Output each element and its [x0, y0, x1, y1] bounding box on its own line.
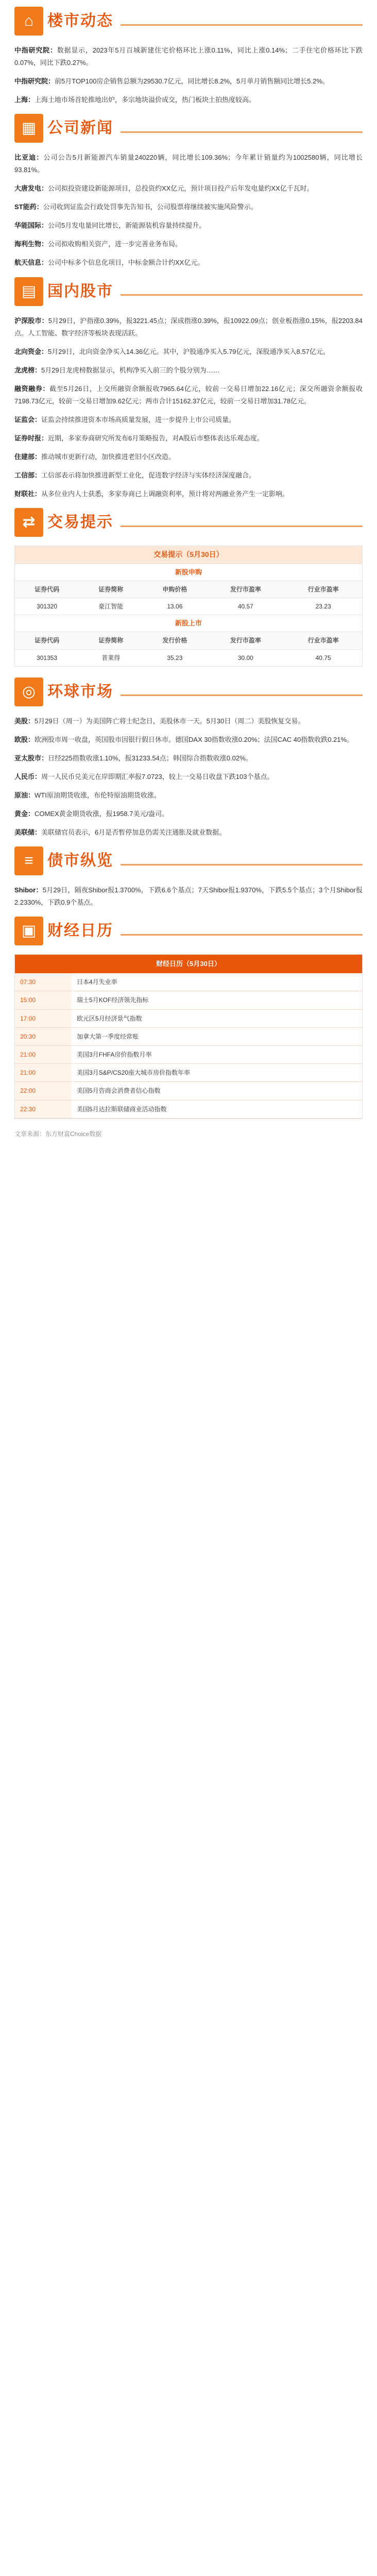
section-title-bond: 债市纵览 [47, 852, 113, 870]
news-item [14, 752, 363, 765]
section-header-market [14, 5, 363, 37]
news-item [14, 315, 363, 340]
stock-news-list [14, 315, 363, 501]
divider [121, 294, 363, 296]
trade-table-title: 交易提示（5月30日） [15, 546, 362, 564]
section-title-company: 公司新闻 [47, 120, 113, 137]
table-header-cell: 证券代码 [15, 632, 79, 649]
market-news-list [14, 44, 363, 106]
news-item [14, 151, 363, 176]
news-text: 5月29日（周一）为美国阵亡将士纪念日，美股休市一天。5月30日（周二）美股恢复交易。 [35, 717, 305, 725]
news-text: 工信部表示将加快推进新型工业化，促进数字经济与实体经济深度融合。 [41, 471, 256, 479]
trade-table [14, 546, 363, 667]
news-source: 工信部： [14, 471, 42, 479]
section-header-global [14, 676, 363, 708]
table-header-cell: 申购价格 [143, 581, 207, 598]
news-item [14, 414, 363, 426]
section-title-trade: 交易提示 [47, 514, 113, 531]
table-row [15, 598, 362, 615]
section-header-stock [14, 276, 363, 308]
news-item [14, 219, 363, 232]
calendar-row [15, 1010, 362, 1028]
table-header-cell: 证券简称 [79, 581, 143, 598]
news-source: 北向资金： [14, 347, 48, 355]
section-header-bond [14, 845, 363, 877]
news-source: 航天信息： [14, 259, 48, 267]
calendar-time: 22:30 [15, 1100, 72, 1118]
news-source: 证监会： [14, 415, 42, 423]
news-source: 财联社： [14, 489, 42, 498]
news-source: 上海： [14, 96, 35, 104]
company-icon: ▦ [14, 114, 43, 143]
exchange-icon: ⇄ [14, 508, 43, 537]
news-source: 证券时报： [14, 434, 48, 442]
news-text: 证监会持续推进资本市场高质量发展，进一步提升上市公司质量。 [41, 415, 236, 423]
calendar-row [15, 1100, 362, 1118]
news-source: 住建部： [14, 452, 42, 461]
calendar-time: 17:00 [15, 1010, 72, 1027]
ipo-listing-table [15, 632, 362, 666]
news-text: 公司中标多个信息化项目，中标金额合计约XX亿元。 [48, 259, 204, 267]
news-source: ST能药： [14, 203, 43, 211]
news-source: 黄金： [14, 810, 35, 818]
news-text: 公司5月发电量同比增长，新能源装机容量持续提升。 [48, 222, 206, 230]
table-header-cell: 行业市盈率 [284, 632, 362, 649]
section-title-market: 楼市动态 [47, 12, 113, 30]
table-cell: 23.23 [284, 598, 362, 615]
chart-icon: ▤ [14, 277, 43, 306]
news-text: 公司收到证监会行政处罚事先告知书，公司股票将继续被实施风险警示。 [43, 203, 258, 211]
news-source: 沪深股市： [14, 316, 48, 325]
calendar-row [15, 973, 362, 991]
table-header-cell: 证券代码 [15, 581, 79, 598]
calendar-event: 美国5月咨商会消费者信心指数 [77, 1087, 161, 1095]
divider [121, 526, 363, 527]
calendar-time: 21:00 [15, 1046, 72, 1063]
calendar-time: 07:30 [15, 973, 72, 991]
news-source: 原油： [14, 791, 35, 799]
section-title-stock: 国内股市 [47, 282, 113, 300]
news-item [14, 734, 363, 746]
calendar-row [15, 1028, 362, 1046]
news-item [14, 808, 363, 820]
news-text: 数据显示，2023年5月百城新建住宅价格环比上涨0.11%，同比上涨0.14%；二手住宅价格环比下跌0.07%，同比下跌0.27%。 [14, 46, 363, 67]
news-source: 融资融券： [14, 384, 50, 393]
news-text: 美联储官员表示，6月是否暂停加息仍需关注通胀及就业数据。 [41, 828, 226, 837]
global-news-list [14, 715, 363, 839]
news-source: 美联储： [14, 828, 42, 837]
table-header-cell: 发行市盈率 [207, 581, 284, 598]
calendar-table [14, 954, 363, 1119]
bond-icon: ≡ [14, 846, 43, 875]
news-source: 龙虎榜： [14, 366, 42, 374]
news-item [14, 432, 363, 445]
news-text: 截至5月26日，上交所融资余额报收7965.64亿元，较前一交易日增加22.16亿元；深交所融资余额报收7198.73亿元，较前一交易日增加9.62亿元；两市合计15162.37亿元，较前一交易日增加31.78亿元。 [14, 384, 363, 405]
news-item [14, 715, 363, 727]
news-item [14, 884, 363, 909]
news-text: 欧洲股市周一收盘，英国股市因银行假日休市。德国DAX 30指数收涨0.20%；法国CAC 40指数收跌0.21%。 [35, 735, 354, 743]
ipo-subscribe-title: 新股申购 [15, 564, 362, 581]
calendar-title: 财经日历（5月30日） [15, 955, 362, 973]
news-source: 亚太股市： [14, 754, 48, 762]
calendar-time: 20:30 [15, 1028, 72, 1045]
section-header-company [14, 112, 363, 144]
calendar-row [15, 1046, 362, 1064]
bond-news-list [14, 884, 363, 909]
section-header-trade [14, 506, 363, 538]
news-item [14, 383, 363, 408]
page [0, 5, 377, 1160]
footer-source: 文章来源：东方财富Choice数据 [14, 1130, 102, 1138]
calendar-icon: ▣ [14, 917, 43, 945]
news-text: 近期，多家券商研究所发布6月策略报告，对A股后市整体表达乐观态度。 [48, 434, 264, 442]
table-cell: 豪江智能 [79, 598, 143, 615]
news-item [14, 75, 363, 88]
divider [121, 934, 363, 936]
news-item [14, 257, 363, 269]
divider [121, 131, 363, 133]
news-source: 美股： [14, 717, 35, 725]
news-item [14, 182, 363, 195]
news-text: 周一人民币兑美元在岸即期汇率报7.0723，较上一交易日收盘下跌103个基点。 [41, 772, 274, 781]
news-text: 5月29日龙虎榜数据显示，机构净买入前三的个股分别为…… [41, 366, 220, 374]
ipo-listing-title: 新股上市 [15, 615, 362, 632]
calendar-time: 21:00 [15, 1064, 72, 1081]
calendar-row [15, 1082, 362, 1100]
table-cell: 40.57 [207, 598, 284, 615]
news-text: 前5月TOP100房企销售总额为29530.7亿元，同比增长8.2%，5月单月销售额同比增长5.2%。 [55, 77, 329, 86]
calendar-event: 瑞士5月KOF经济领先指标 [77, 996, 149, 1004]
news-source: 华能国际： [14, 222, 48, 230]
news-item [14, 488, 363, 500]
news-text: 5月29日，沪指涨0.39%，报3221.45点；深成指涨0.39%，报10922.09点；创业板指涨0.15%，报2203.84点。人工智能、数字经济等板块表现活跃。 [14, 316, 363, 337]
globe-icon: ◎ [14, 677, 43, 706]
ipo-subscribe-table [15, 581, 362, 615]
news-text: 公司拟投资建设新能源项目，总投资约XX亿元，预计项目投产后年发电量约XX亿千瓦时。 [48, 184, 314, 193]
news-source: 人民币： [14, 772, 42, 781]
table-cell: 40.75 [284, 649, 362, 666]
table-header-cell: 发行市盈率 [207, 632, 284, 649]
calendar-time: 22:00 [15, 1082, 72, 1099]
news-item [14, 469, 363, 482]
news-text: 公司公告5月新能源汽车销量240220辆，同比增长109.36%；今年累计销量约为1002580辆，同比增长93.81%。 [14, 154, 363, 174]
table-cell: 13.06 [143, 598, 207, 615]
house-icon: ⌂ [14, 7, 43, 36]
news-source: 中指研究院： [14, 46, 57, 54]
news-item [14, 94, 363, 106]
news-text: 上海土地市场首轮推地出炉，多宗地块溢价成交，热门板块土拍热度较高。 [35, 96, 256, 104]
news-item [14, 44, 363, 69]
news-text: 推动城市更新行动，加快推进老旧小区改造。 [41, 452, 176, 461]
news-source: Shibor： [14, 886, 43, 894]
news-source: 比亚迪： [14, 154, 44, 162]
calendar-event: 美国3月FHFA房价指数月率 [77, 1050, 152, 1058]
section-header-calendar [14, 915, 363, 947]
section-title-calendar: 财经日历 [47, 922, 113, 940]
news-item [14, 238, 363, 250]
table-cell: 301320 [15, 598, 79, 615]
calendar-row [15, 1064, 362, 1082]
calendar-event: 加拿大第一季度经常账 [77, 1032, 139, 1040]
news-text: COMEX黄金期货收涨，报1958.7美元/盎司。 [35, 810, 169, 818]
news-source: 中指研究院： [14, 77, 55, 86]
calendar-event: 欧元区5月经济景气指数 [77, 1014, 142, 1022]
news-source: 海利生物： [14, 240, 48, 248]
calendar-event: 美国3月S&P/CS20座大城市房价指数年率 [77, 1069, 191, 1077]
table-cell: 35.23 [143, 649, 207, 666]
news-item [14, 451, 363, 463]
news-source: 大唐发电： [14, 184, 48, 193]
section-title-global: 环球市场 [47, 683, 113, 701]
table-cell: 30.00 [207, 649, 284, 666]
news-text: 5月29日，隔夜Shibor报1.3700%，下跌6.6个基点；7天Shibor报1.9370%，下跌5.5个基点；3个月Shibor报2.2330%，下跌0.9个基点。 [14, 886, 363, 907]
news-item [14, 346, 363, 358]
company-news-list [14, 151, 363, 269]
news-text: WTI原油期货收涨，布伦特原油期货收涨。 [35, 791, 161, 799]
table-cell: 普莱得 [79, 649, 143, 666]
news-source: 欧股： [14, 735, 35, 743]
news-text: 5月29日，北向资金净买入14.36亿元。其中，沪股通净买入5.79亿元，深股通净买入8.57亿元。 [48, 347, 330, 355]
news-item [14, 771, 363, 783]
table-header-cell: 证券简称 [79, 632, 143, 649]
news-item [14, 826, 363, 839]
news-text: 日经225指数收涨1.10%，报31233.54点；韩国综合指数收涨0.02%。 [48, 754, 252, 762]
calendar-row [15, 991, 362, 1009]
news-item [14, 364, 363, 377]
news-text: 从多位业内人士获悉，多家券商已上调融资利率，预计将对两融业务产生一定影响。 [41, 489, 289, 498]
table-cell: 301353 [15, 649, 79, 666]
calendar-event: 美国5月达拉斯联储商业活动指数 [77, 1105, 167, 1113]
calendar-event: 日本4月失业率 [77, 978, 117, 986]
divider [121, 864, 363, 866]
table-header-cell: 行业市盈率 [284, 581, 362, 598]
news-item [14, 789, 363, 802]
news-item [14, 201, 363, 213]
divider [121, 694, 363, 696]
table-header-cell: 发行价格 [143, 632, 207, 649]
news-text: 公司拟收购相关资产，进一步完善业务布局。 [48, 240, 182, 248]
calendar-time: 15:00 [15, 991, 72, 1009]
divider [121, 24, 363, 26]
table-row [15, 649, 362, 666]
